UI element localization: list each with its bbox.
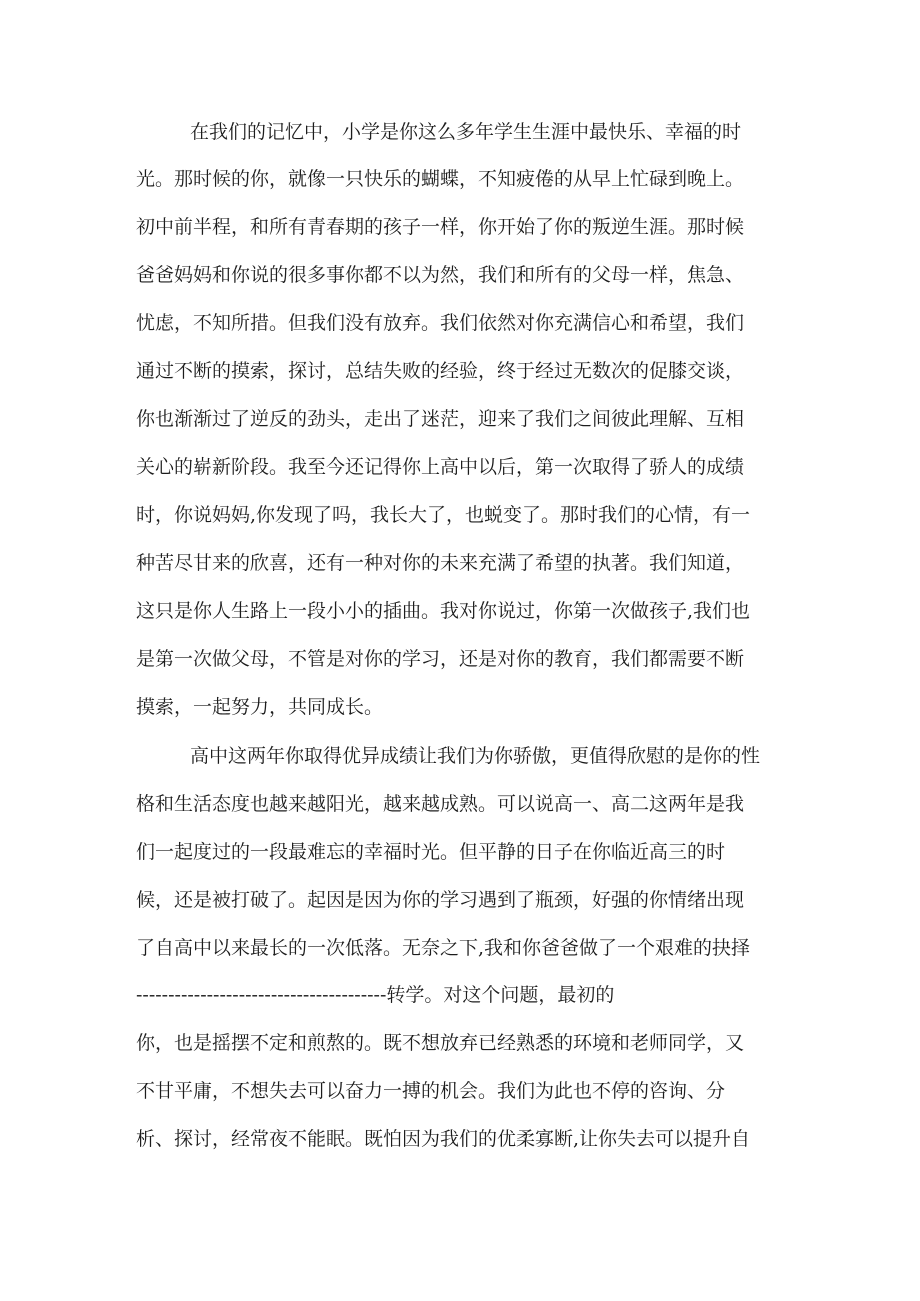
paragraph-1-line-12: 是第一次做父母，不管是对你的学习，还是对你的教育，我们都需要不断: [136, 648, 745, 670]
paragraph-1-line-6: 通过不断的摸索，探讨，总结失败的经验，终于经过无数次的促膝交谈，: [136, 360, 745, 382]
paragraph-1-line-13: 摸索，一起努力，共同成长。: [136, 696, 384, 718]
paragraph-1-line-4: 爸爸妈妈和你说的很多事你都不以为然，我们和所有的父母一样，焦急、: [136, 264, 745, 286]
paragraph-1-line-3: 初中前半程，和所有青春期的孩子一样，你开始了你的叛逆生涯。那时候: [136, 216, 745, 238]
paragraph-2-line-3: 们一起度过的一段最难忘的幸福时光。但平静的日子在你临近高三的时: [136, 841, 726, 863]
paragraph-2-line-2: 格和生活态度也越来越阳光，越来越成熟。可以说高一、高二这两年是我: [136, 793, 745, 815]
paragraph-1-line-11: 这只是你人生路上一段小小的插曲。我对你说过，你第一次做孩子,我们也: [136, 600, 751, 622]
paragraph-1-line-5: 忧虑，不知所措。但我们没有放弃。我们依然对你充满信心和希望，我们: [136, 312, 745, 334]
paragraph-2-line-5: 了自高中以来最长的一次低落。无奈之下,我和你爸爸做了一个艰难的抉择: [136, 937, 751, 959]
paragraph-1-line-9: 时，你说妈妈,你发现了吗，我长大了，也蜕变了。那时我们的心情，有一: [136, 504, 751, 526]
paragraph-2-line-7: 你，也是摇摆不定和煎熬的。既不想放弃已经熟悉的环境和老师同学，又: [136, 1032, 745, 1054]
paragraph-2-line-6: ---------------------------------------转学。对这个问题，最初的: [136, 984, 615, 1006]
paragraph-2-line-9: 析、探讨，经常夜不能眠。既怕因为我们的优柔寡断,让你失去可以提升自: [136, 1128, 751, 1150]
paragraph-1-line-10: 种苦尽甘来的欣喜，还有一种对你的未来充满了希望的执著。我们知道，: [136, 552, 745, 574]
paragraph-1-line-7: 你也渐渐过了逆反的劲头，走出了迷茫，迎来了我们之间彼此理解、互相: [136, 408, 745, 430]
paragraph-1-line-1: 在我们的记忆中，小学是你这么多年学生生涯中最快乐、幸福的时: [190, 121, 742, 143]
paragraph-2-line-1: 高中这两年你取得优异成绩让我们为你骄傲，更值得欣慰的是你的性: [190, 745, 761, 767]
paragraph-2-line-8: 不甘平庸，不想失去可以奋力一搏的机会。我们为此也不停的咨询、分: [136, 1080, 726, 1102]
paragraph-2-line-4: 候，还是被打破了。起因是因为你的学习遇到了瓶颈，好强的你情绪出现: [136, 889, 745, 911]
paragraph-1-line-8: 关心的崭新阶段。我至今还记得你上高中以后，第一次取得了骄人的成绩: [136, 456, 745, 478]
paragraph-1-line-2: 光。那时候的你，就像一只快乐的蝴蝶，不知疲倦的从早上忙碌到晚上。: [136, 168, 745, 190]
